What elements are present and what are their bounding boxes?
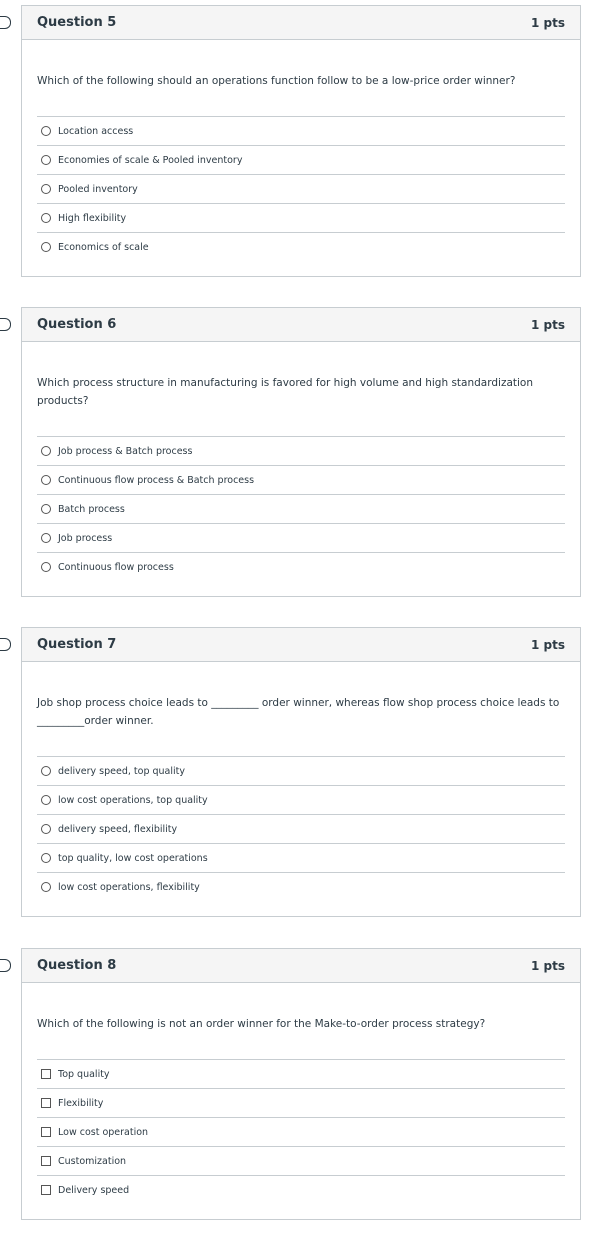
answer-option[interactable] [37,117,565,146]
answer-label: delivery speed, flexibility [58,823,178,835]
flag-question-icon[interactable] [0,16,11,29]
flag-question-icon[interactable] [0,959,11,972]
question-text: Which process structure in manufacturing is favored for high volume and high standardization products? [37,377,533,407]
radio-button[interactable] [41,242,51,252]
answer-list [37,756,565,901]
answer-option[interactable] [37,553,565,581]
answer-option[interactable] [37,146,565,175]
question-text: Job shop process choice leads to _________ order winner, whereas flow shop process choice leads to _________order winner. [37,697,560,727]
radio-button[interactable] [41,562,51,572]
answer-option[interactable] [37,466,565,495]
question-title: Question 6 [37,317,117,332]
answer-label: Pooled inventory [58,183,138,195]
answer-label: Location access [58,125,134,137]
answer-option[interactable] [37,815,565,844]
radio-button[interactable] [41,882,51,892]
radio-button[interactable] [41,766,51,776]
radio-button[interactable] [41,475,51,485]
question-title: Question 5 [37,15,117,30]
radio-button[interactable] [41,533,51,543]
checkbox[interactable] [41,1127,51,1137]
answer-label: Flexibility [58,1097,104,1109]
checkbox[interactable] [41,1185,51,1195]
answer-option[interactable] [37,757,565,786]
question-title: Question 8 [37,958,117,973]
answer-option[interactable] [37,204,565,233]
answer-label: Job process & Batch process [58,445,193,457]
radio-button[interactable] [41,795,51,805]
answer-label: Customization [58,1155,127,1167]
answer-label: Batch process [58,503,125,515]
answer-option[interactable] [37,786,565,815]
answer-option[interactable] [37,495,565,524]
radio-button[interactable] [41,126,51,136]
answer-label: low cost operations, top quality [58,794,208,806]
checkbox[interactable] [41,1069,51,1079]
question-points: 1 pts [531,958,565,973]
answer-label: Delivery speed [58,1184,130,1196]
answer-option[interactable] [37,844,565,873]
question-points: 1 pts [531,317,565,332]
checkbox[interactable] [41,1156,51,1166]
answer-label: Job process [58,532,113,544]
answer-list [37,436,565,581]
question-card [21,5,581,277]
answer-label: top quality, low cost operations [58,852,208,864]
radio-button[interactable] [41,213,51,223]
question-header [22,308,580,342]
answer-option[interactable] [37,437,565,466]
answer-option[interactable] [37,1089,565,1118]
question-text: Which of the following should an operations function follow to be a low-price order winner? [37,75,516,87]
radio-button[interactable] [41,155,51,165]
answer-option[interactable] [37,1147,565,1176]
radio-button[interactable] [41,446,51,456]
answer-label: Economies of scale & Pooled inventory [58,154,243,166]
answer-label: High flexibility [58,212,127,224]
answer-list [37,116,565,261]
answer-label: low cost operations, flexibility [58,881,200,893]
answer-label: Continuous flow process & Batch process [58,474,255,486]
question-text: Which of the following is not an order winner for the Make-to-order process strategy? [37,1018,486,1030]
answer-label: Continuous flow process [58,561,174,573]
question-card [21,307,581,597]
answer-label: Low cost operation [58,1126,149,1138]
answer-label: delivery speed, top quality [58,765,185,777]
answer-option[interactable] [37,175,565,204]
answer-label: Top quality [58,1068,110,1080]
question-points: 1 pts [531,637,565,652]
radio-button[interactable] [41,504,51,514]
question-header [22,628,580,662]
question-header [22,6,580,40]
answer-option[interactable] [37,233,565,261]
flag-question-icon[interactable] [0,638,11,651]
checkbox[interactable] [41,1098,51,1108]
answer-list [37,1059,565,1204]
answer-option[interactable] [37,1176,565,1204]
radio-button[interactable] [41,853,51,863]
answer-option[interactable] [37,1060,565,1089]
flag-question-icon[interactable] [0,318,11,331]
question-title: Question 7 [37,637,117,652]
answer-option[interactable] [37,873,565,901]
question-points: 1 pts [531,15,565,30]
answer-label: Economics of scale [58,241,149,253]
question-header [22,949,580,983]
answer-option[interactable] [37,1118,565,1147]
question-card [21,627,581,917]
radio-button[interactable] [41,824,51,834]
answer-option[interactable] [37,524,565,553]
radio-button[interactable] [41,184,51,194]
question-card [21,948,581,1220]
